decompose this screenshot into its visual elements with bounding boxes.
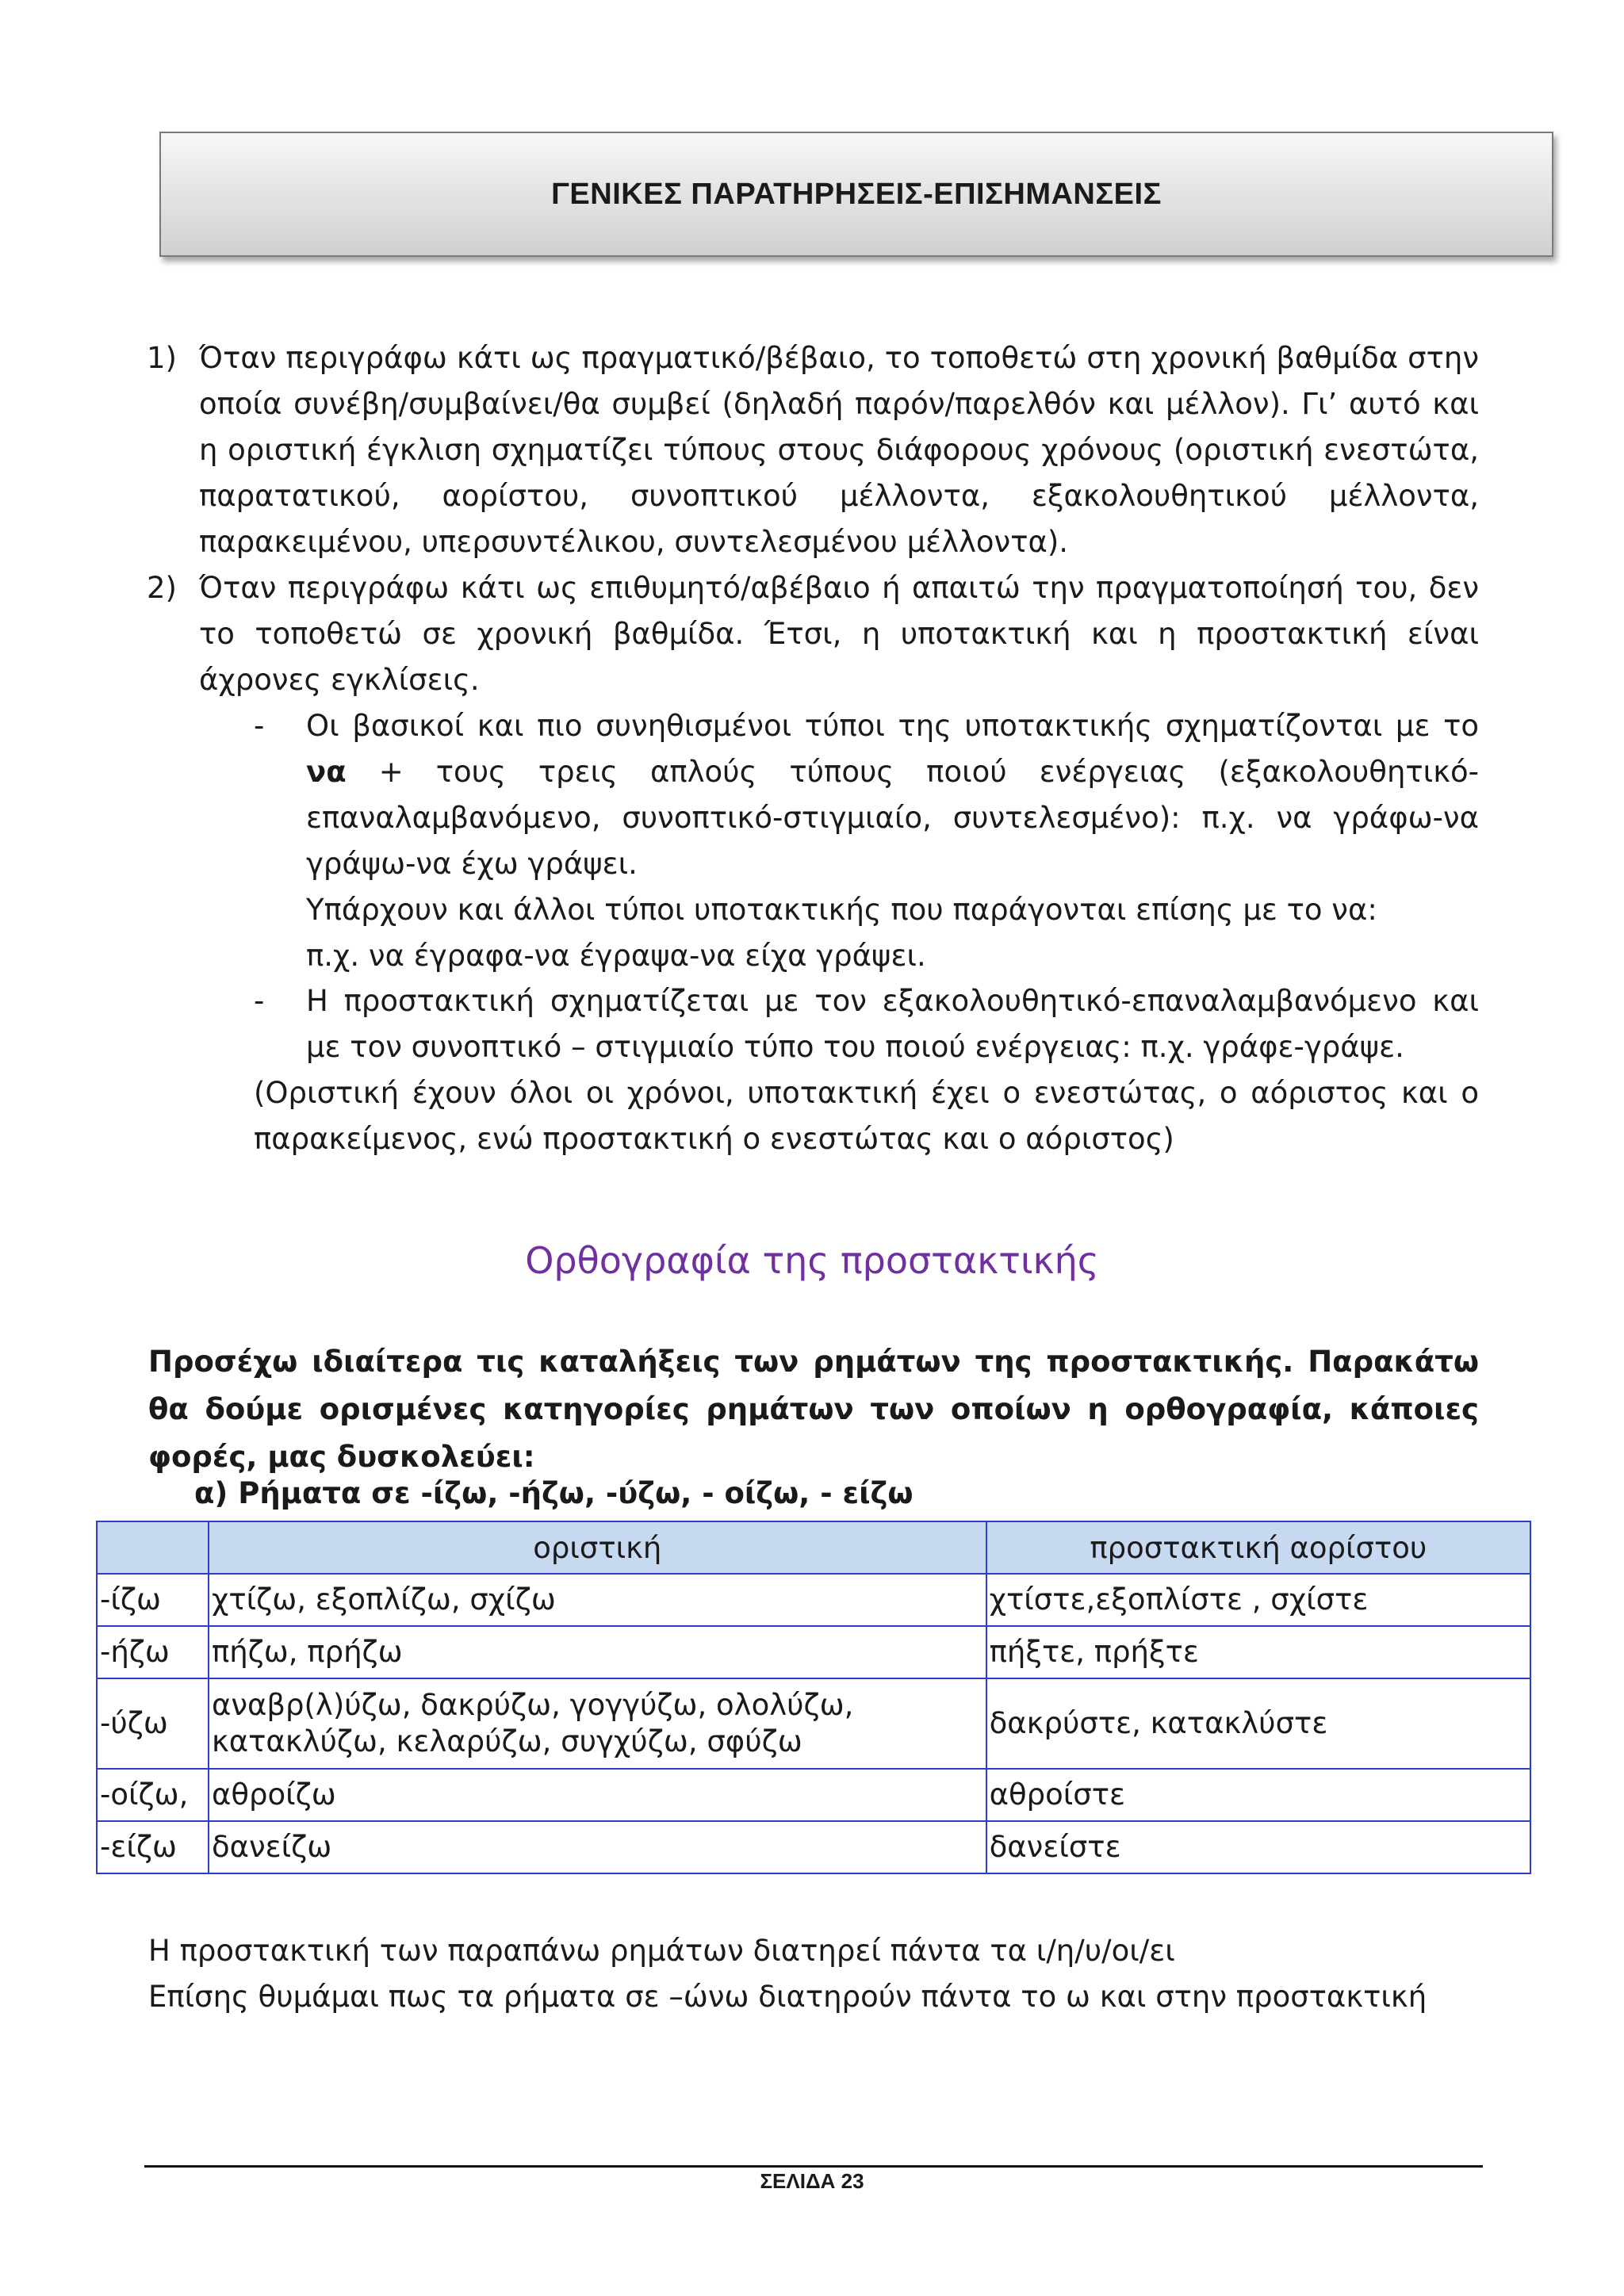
indicative-line: κατακλύζω, κελαρύζω, συγχύζω, σφύζω — [211, 1724, 802, 1758]
table-caption: α) Ρήματα σε -ίζω, -ήζω, -ύζω, - οίζω, - είζω — [194, 1476, 914, 1510]
text-part: Οι βασικοί και πιο συνηθισμένοι τύποι της υποτακτικής σχηματίζονται με το — [306, 709, 1479, 743]
indicative-cell: δανείζω — [209, 1821, 986, 1873]
subpoint-imperative — [254, 978, 1479, 1070]
section-heading: Ορθογραφία της προστακτικής — [525, 1239, 1099, 1282]
indicative-line: αναβρ(λ)ύζω, δακρύζω, γογγύζω, ολολύζω, — [211, 1688, 854, 1722]
footer-divider — [144, 2165, 1483, 2168]
point-2 — [147, 565, 1479, 703]
imperative-cell: χτίστε,εξοπλίστε , σχίστε — [986, 1574, 1530, 1626]
ending-cell: -ίζω — [97, 1574, 209, 1626]
verbs-table — [96, 1521, 1531, 1874]
imperative-cell: δανείστε — [986, 1821, 1530, 1873]
imperative-cell: πήξτε, πρήξτε — [986, 1626, 1530, 1678]
closing-line-1: Η προστακτική των παραπάνω ρημάτων διατηρεί πάντα τα ι/η/υ/οι/ει — [148, 1934, 1175, 1968]
dash-bullet: - — [254, 984, 265, 1018]
indicative-cell: πήζω, πρήζω — [209, 1626, 986, 1678]
text-part: + τους τρεις απλούς τύπους ποιού ενέργειας (εξακολουθητικό-επαναλαμβανόμενο, συνοπτικό-στιγμιαίο, συντελεσμένο): π.χ. να γράφω-να γράψω-να έχω γράψει. — [306, 755, 1479, 881]
point-text: Όταν περιγράφω κάτι ως πραγματικό/βέβαιο, το τοποθετώ στη χρονική βαθμίδα στην οποία συνέβη/συμβαίνει/θα συμβεί (δηλαδή παρόν/παρελθόν και μέλλον). Γι’ αυτό και η οριστική έγκλιση σχηματίζει τύπους στους διάφορους χρόνους (οριστική ενεστώτα, παρατατικού, αορίστου, συνοπτικού μέλλοντα, εξακολουθητικού μέλλοντα, παρακειμένου, υπερσυντέλικου, συντελεσμένου μέλλοντα). — [199, 341, 1479, 559]
table-header-row — [97, 1521, 1530, 1574]
imperative-cell: δακρύστε, κατακλύστε — [986, 1678, 1530, 1769]
subpoint-text — [306, 703, 1479, 887]
table-row — [97, 1769, 1530, 1821]
bold-word: να — [306, 755, 347, 789]
parenthetical-note: (Οριστική έχουν όλοι οι χρόνοι, υποτακτική έχει ο ενεστώτας, ο αόριστος και ο παρακείμενος, ενώ προστακτική ο ενεστώτας και ο αόριστος) — [254, 1076, 1479, 1156]
point-number: 2) — [147, 571, 177, 605]
subpoint-subjunctive — [254, 703, 1479, 979]
subpoint-text: Η προστακτική σχηματίζεται με τον εξακολουθητικό-επαναλαμβανόμενο και με τον συνοπτικό – στιγμιαίο τύπο του ποιού ενέργειας: π.χ. γράφε-γράψε. — [306, 984, 1479, 1064]
ending-cell: -ύζω — [97, 1678, 209, 1769]
table-row — [97, 1626, 1530, 1678]
page-title: ΓΕΝΙΚΕΣ ΠΑΡΑΤΗΡΗΣΕΙΣ-ΕΠΙΣΗΜΑΝΣΕΙΣ — [551, 177, 1162, 211]
header-indicative: οριστική — [209, 1521, 986, 1574]
dash-bullet: - — [254, 709, 265, 743]
indicative-cell: αθροίζω — [209, 1769, 986, 1821]
table-row — [97, 1574, 1530, 1626]
section-intro: Προσέχω ιδιαίτερα τις καταλήξεις των ρημάτων της προστακτικής. Παρακάτω θα δούμε ορισμένες κατηγορίες ρημάτων των οποίων η ορθογραφία, κάποιες φορές, μας δυσκολεύει: — [148, 1345, 1479, 1474]
table-row — [97, 1678, 1530, 1769]
imperative-cell: αθροίστε — [986, 1769, 1530, 1821]
page-title-box — [159, 132, 1553, 257]
ending-cell: -οίζω, — [97, 1769, 209, 1821]
table-row — [97, 1821, 1530, 1873]
ending-cell: -είζω — [97, 1821, 209, 1873]
indicative-cell: χτίζω, εξοπλίζω, σχίζω — [209, 1574, 986, 1626]
subpoint-extra: Υπάρχουν και άλλοι τύποι υποτακτικής που παράγονται επίσης με το να: — [306, 893, 1377, 927]
indicative-cell — [209, 1678, 986, 1769]
header-imperative: προστακτική αορίστου — [986, 1521, 1530, 1574]
page-number: ΣΕΛΙΔΑ 23 — [760, 2169, 864, 2193]
ending-cell: -ήζω — [97, 1626, 209, 1678]
point-number: 1) — [147, 341, 177, 375]
point-1 — [147, 335, 1479, 565]
closing-line-2: Επίσης θυμάμαι πως τα ρήματα σε –ώνω διατηρούν πάντα το ω και στην προστακτική — [148, 1980, 1427, 2014]
point-text: Όταν περιγράφω κάτι ως επιθυμητό/αβέβαιο ή απαιτώ την πραγματοποίησή του, δεν το τοποθετώ σε χρονική βαθμίδα. Έτσι, η υποτακτική και η προστακτική είναι άχρονες εγκλίσεις. — [199, 571, 1479, 697]
header-ending — [97, 1521, 209, 1574]
subpoint-example: π.χ. να έγραφα-να έγραψα-να είχα γράψει. — [306, 939, 926, 973]
